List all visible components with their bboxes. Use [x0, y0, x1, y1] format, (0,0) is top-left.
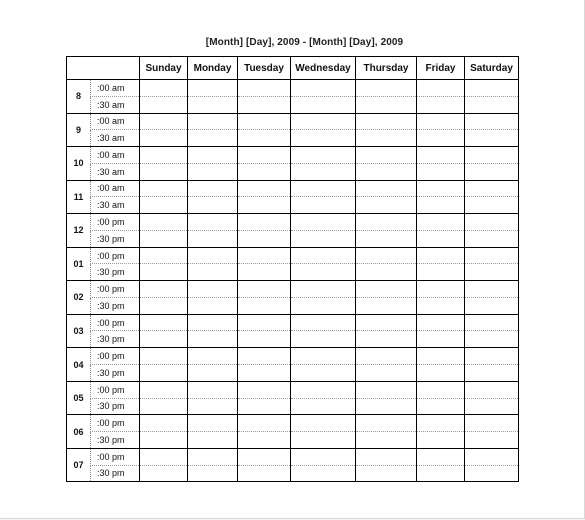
schedule-cell-saturday[interactable]: [465, 448, 519, 465]
minute-label: :30 am: [91, 130, 140, 147]
schedule-cell-tuesday[interactable]: [238, 247, 291, 264]
schedule-cell-tuesday[interactable]: [238, 432, 291, 449]
schedule-cell-wednesday[interactable]: [291, 197, 356, 214]
hour-label: 9: [67, 113, 91, 147]
schedule-cell-sunday[interactable]: [140, 281, 188, 298]
schedule-cell-friday[interactable]: [417, 465, 465, 482]
schedule-cell-saturday[interactable]: [465, 147, 519, 164]
schedule-cell-sunday[interactable]: [140, 398, 188, 415]
schedule-cell-wednesday[interactable]: [291, 80, 356, 97]
schedule-cell-thursday[interactable]: [356, 130, 417, 147]
schedule-cell-thursday[interactable]: [356, 331, 417, 348]
time-slot-row: [67, 432, 519, 449]
day-header-sunday: Sunday: [140, 57, 188, 80]
schedule-cell-thursday[interactable]: [356, 214, 417, 231]
minute-label: :30 pm: [91, 230, 140, 247]
schedule-cell-friday[interactable]: [417, 314, 465, 331]
schedule-cell-sunday[interactable]: [140, 448, 188, 465]
schedule-title: [Month] [Day], 2009 - [Month] [Day], 2009: [205, 37, 404, 48]
time-slot-row: [67, 113, 519, 130]
schedule-cell-saturday[interactable]: [465, 297, 519, 314]
schedule-cell-tuesday[interactable]: [238, 281, 291, 298]
schedule-cell-sunday[interactable]: [140, 314, 188, 331]
header-corner-cell: [67, 57, 140, 80]
schedule-cell-friday[interactable]: [417, 113, 465, 130]
day-header-wednesday: Wednesday: [291, 57, 356, 80]
minute-label: :30 pm: [91, 365, 140, 382]
minute-label: :30 pm: [91, 264, 140, 281]
schedule-cell-wednesday[interactable]: [291, 381, 356, 398]
schedule-cell-wednesday[interactable]: [291, 214, 356, 231]
time-slot-row: [67, 130, 519, 147]
schedule-cell-wednesday[interactable]: [291, 96, 356, 113]
schedule-cell-monday[interactable]: [188, 247, 238, 264]
schedule-cell-wednesday[interactable]: [291, 230, 356, 247]
schedule-cell-sunday[interactable]: [140, 96, 188, 113]
schedule-cell-thursday[interactable]: [356, 381, 417, 398]
schedule-cell-wednesday[interactable]: [291, 130, 356, 147]
schedule-cell-saturday[interactable]: [465, 197, 519, 214]
schedule-cell-friday[interactable]: [417, 130, 465, 147]
schedule-cell-friday[interactable]: [417, 96, 465, 113]
schedule-cell-sunday[interactable]: [140, 113, 188, 130]
schedule-cell-thursday[interactable]: [356, 163, 417, 180]
minute-label: :00 pm: [91, 348, 140, 365]
schedule-cell-friday[interactable]: [417, 281, 465, 298]
time-slot-row: [67, 230, 519, 247]
hour-label: 06: [67, 415, 91, 449]
minute-label: :00 pm: [91, 415, 140, 432]
schedule-cell-friday[interactable]: [417, 230, 465, 247]
schedule-cell-monday[interactable]: [188, 348, 238, 365]
time-slot-row: [67, 214, 519, 231]
schedule-cell-wednesday[interactable]: [291, 314, 356, 331]
time-slot-row: [67, 314, 519, 331]
minute-label: :30 pm: [91, 297, 140, 314]
schedule-cell-wednesday[interactable]: [291, 398, 356, 415]
schedule-cell-monday[interactable]: [188, 197, 238, 214]
schedule-cell-wednesday[interactable]: [291, 147, 356, 164]
schedule-cell-friday[interactable]: [417, 80, 465, 97]
schedule-cell-saturday[interactable]: [465, 264, 519, 281]
schedule-cell-thursday[interactable]: [356, 297, 417, 314]
day-header-saturday: Saturday: [465, 57, 519, 80]
schedule-cell-friday[interactable]: [417, 331, 465, 348]
schedule-cell-friday[interactable]: [417, 147, 465, 164]
schedule-cell-tuesday[interactable]: [238, 264, 291, 281]
schedule-cell-friday[interactable]: [417, 297, 465, 314]
schedule-cell-sunday[interactable]: [140, 230, 188, 247]
schedule-cell-wednesday[interactable]: [291, 281, 356, 298]
minute-label: :00 pm: [91, 281, 140, 298]
schedule-cell-saturday[interactable]: [465, 80, 519, 97]
schedule-cell-friday[interactable]: [417, 180, 465, 197]
schedule-cell-sunday[interactable]: [140, 130, 188, 147]
schedule-cell-monday[interactable]: [188, 180, 238, 197]
schedule-cell-sunday[interactable]: [140, 147, 188, 164]
time-slot-row: [67, 415, 519, 432]
schedule-cell-thursday[interactable]: [356, 197, 417, 214]
schedule-cell-wednesday[interactable]: [291, 180, 356, 197]
schedule-cell-sunday[interactable]: [140, 297, 188, 314]
schedule-cell-tuesday[interactable]: [238, 214, 291, 231]
day-header-row: [67, 57, 519, 80]
schedule-cell-sunday[interactable]: [140, 331, 188, 348]
time-slot-row: [67, 365, 519, 382]
schedule-cell-thursday[interactable]: [356, 465, 417, 482]
schedule-cell-thursday[interactable]: [356, 264, 417, 281]
day-header-thursday: Thursday: [356, 57, 417, 80]
minute-label: :30 am: [91, 197, 140, 214]
schedule-cell-monday[interactable]: [188, 130, 238, 147]
day-header-friday: Friday: [417, 57, 465, 80]
schedule-cell-sunday[interactable]: [140, 264, 188, 281]
schedule-cell-monday[interactable]: [188, 147, 238, 164]
schedule-cell-friday[interactable]: [417, 264, 465, 281]
schedule-cell-thursday[interactable]: [356, 448, 417, 465]
schedule-cell-monday[interactable]: [188, 448, 238, 465]
hour-label: 03: [67, 314, 91, 348]
time-slot-row: [67, 297, 519, 314]
time-slot-row: [67, 163, 519, 180]
schedule-cell-sunday[interactable]: [140, 348, 188, 365]
schedule-cell-tuesday[interactable]: [238, 297, 291, 314]
schedule-cell-sunday[interactable]: [140, 247, 188, 264]
schedule-cell-tuesday[interactable]: [238, 80, 291, 97]
minute-label: :00 pm: [91, 381, 140, 398]
schedule-cell-monday[interactable]: [188, 163, 238, 180]
schedule-cell-thursday[interactable]: [356, 80, 417, 97]
schedule-cell-wednesday[interactable]: [291, 163, 356, 180]
time-slot-row: [67, 281, 519, 298]
time-slot-row: [67, 465, 519, 482]
minute-label: :00 am: [91, 80, 140, 97]
schedule-cell-sunday[interactable]: [140, 80, 188, 97]
schedule-cell-thursday[interactable]: [356, 230, 417, 247]
schedule-cell-tuesday[interactable]: [238, 365, 291, 382]
hour-label: 10: [67, 147, 91, 181]
schedule-cell-friday[interactable]: [417, 398, 465, 415]
schedule-cell-tuesday[interactable]: [238, 448, 291, 465]
minute-label: :30 pm: [91, 398, 140, 415]
schedule-cell-saturday[interactable]: [465, 180, 519, 197]
minute-label: :30 pm: [91, 331, 140, 348]
schedule-cell-wednesday[interactable]: [291, 448, 356, 465]
schedule-cell-friday[interactable]: [417, 365, 465, 382]
minute-label: :00 am: [91, 180, 140, 197]
minute-label: :00 pm: [91, 314, 140, 331]
schedule-cell-thursday[interactable]: [356, 432, 417, 449]
hour-label: 07: [67, 448, 91, 482]
schedule-cell-tuesday[interactable]: [238, 180, 291, 197]
schedule-cell-monday[interactable]: [188, 432, 238, 449]
hour-label: 04: [67, 348, 91, 382]
schedule-cell-thursday[interactable]: [356, 147, 417, 164]
schedule-cell-monday[interactable]: [188, 80, 238, 97]
schedule-cell-tuesday[interactable]: [238, 415, 291, 432]
schedule-cell-thursday[interactable]: [356, 365, 417, 382]
minute-label: :30 pm: [91, 465, 140, 482]
schedule-cell-friday[interactable]: [417, 163, 465, 180]
schedule-cell-sunday[interactable]: [140, 381, 188, 398]
schedule-cell-sunday[interactable]: [140, 163, 188, 180]
time-slot-row: [67, 381, 519, 398]
schedule-cell-monday[interactable]: [188, 230, 238, 247]
schedule-cell-friday[interactable]: [417, 381, 465, 398]
schedule-cell-sunday[interactable]: [140, 214, 188, 231]
schedule-cell-tuesday[interactable]: [238, 230, 291, 247]
schedule-cell-sunday[interactable]: [140, 415, 188, 432]
schedule-cell-monday[interactable]: [188, 214, 238, 231]
schedule-cell-tuesday[interactable]: [238, 348, 291, 365]
schedule-cell-wednesday[interactable]: [291, 297, 356, 314]
schedule-cell-sunday[interactable]: [140, 180, 188, 197]
time-slot-row: [67, 348, 519, 365]
schedule-cell-tuesday[interactable]: [238, 96, 291, 113]
time-slot-row: [67, 448, 519, 465]
schedule-cell-sunday[interactable]: [140, 465, 188, 482]
time-slot-row: [67, 147, 519, 164]
schedule-cell-friday[interactable]: [417, 415, 465, 432]
schedule-cell-thursday[interactable]: [356, 281, 417, 298]
schedule-cell-tuesday[interactable]: [238, 163, 291, 180]
schedule-cell-thursday[interactable]: [356, 247, 417, 264]
schedule-cell-thursday[interactable]: [356, 96, 417, 113]
schedule-cell-thursday[interactable]: [356, 398, 417, 415]
schedule-cell-tuesday[interactable]: [238, 331, 291, 348]
hour-label: 11: [67, 180, 91, 214]
hour-label: 02: [67, 281, 91, 315]
schedule-cell-wednesday[interactable]: [291, 348, 356, 365]
schedule-cell-saturday[interactable]: [465, 398, 519, 415]
time-slot-row: [67, 398, 519, 415]
minute-label: :30 am: [91, 163, 140, 180]
schedule-cell-tuesday[interactable]: [238, 465, 291, 482]
schedule-cell-sunday[interactable]: [140, 197, 188, 214]
schedule-cell-monday[interactable]: [188, 331, 238, 348]
schedule-cell-wednesday[interactable]: [291, 113, 356, 130]
schedule-cell-monday[interactable]: [188, 465, 238, 482]
schedule-cell-friday[interactable]: [417, 432, 465, 449]
time-slot-row: [67, 180, 519, 197]
minute-label: :00 pm: [91, 448, 140, 465]
schedule-cell-saturday[interactable]: [465, 465, 519, 482]
schedule-cell-thursday[interactable]: [356, 348, 417, 365]
schedule-cell-monday[interactable]: [188, 96, 238, 113]
time-slot-row: [67, 96, 519, 113]
schedule-cell-tuesday[interactable]: [238, 398, 291, 415]
minute-label: :30 am: [91, 96, 140, 113]
schedule-cell-wednesday[interactable]: [291, 365, 356, 382]
schedule-cell-monday[interactable]: [188, 365, 238, 382]
schedule-cell-saturday[interactable]: [465, 381, 519, 398]
schedule-cell-saturday[interactable]: [465, 163, 519, 180]
schedule-cell-monday[interactable]: [188, 281, 238, 298]
schedule-cell-friday[interactable]: [417, 247, 465, 264]
day-header-tuesday: Tuesday: [238, 57, 291, 80]
schedule-cell-wednesday[interactable]: [291, 247, 356, 264]
hour-label: 8: [67, 80, 91, 114]
schedule-cell-tuesday[interactable]: [238, 314, 291, 331]
minute-label: :30 pm: [91, 432, 140, 449]
schedule-cell-saturday[interactable]: [465, 230, 519, 247]
schedule-cell-tuesday[interactable]: [238, 147, 291, 164]
time-slot-row: [67, 264, 519, 281]
schedule-cell-friday[interactable]: [417, 214, 465, 231]
schedule-cell-saturday[interactable]: [465, 113, 519, 130]
minute-label: :00 am: [91, 147, 140, 164]
schedule-cell-wednesday[interactable]: [291, 331, 356, 348]
schedule-cell-saturday[interactable]: [465, 130, 519, 147]
schedule-cell-monday[interactable]: [188, 314, 238, 331]
schedule-cell-saturday[interactable]: [465, 314, 519, 331]
schedule-cell-saturday[interactable]: [465, 348, 519, 365]
schedule-cell-saturday[interactable]: [465, 96, 519, 113]
schedule-cell-friday[interactable]: [417, 348, 465, 365]
schedule-cell-tuesday[interactable]: [238, 113, 291, 130]
hour-label: 05: [67, 381, 91, 415]
schedule-cell-monday[interactable]: [188, 297, 238, 314]
schedule-cell-wednesday[interactable]: [291, 264, 356, 281]
schedule-cell-wednesday[interactable]: [291, 465, 356, 482]
schedule-cell-saturday[interactable]: [465, 214, 519, 231]
day-header-monday: Monday: [188, 57, 238, 80]
schedule-cell-sunday[interactable]: [140, 432, 188, 449]
schedule-cell-thursday[interactable]: [356, 415, 417, 432]
schedule-cell-friday[interactable]: [417, 448, 465, 465]
schedule-cell-thursday[interactable]: [356, 180, 417, 197]
hour-label: 01: [67, 247, 91, 281]
schedule-cell-monday[interactable]: [188, 113, 238, 130]
time-slot-row: [67, 80, 519, 97]
schedule-cell-monday[interactable]: [188, 398, 238, 415]
schedule-cell-thursday[interactable]: [356, 314, 417, 331]
time-slot-row: [67, 247, 519, 264]
schedule-cell-monday[interactable]: [188, 381, 238, 398]
minute-label: :00 pm: [91, 247, 140, 264]
schedule-cell-monday[interactable]: [188, 264, 238, 281]
time-slot-row: [67, 331, 519, 348]
schedule-cell-tuesday[interactable]: [238, 381, 291, 398]
hour-label: 12: [67, 214, 91, 248]
weekly-schedule-table: [66, 56, 519, 482]
schedule-cell-saturday[interactable]: [465, 365, 519, 382]
schedule-cell-tuesday[interactable]: [238, 130, 291, 147]
schedule-cell-wednesday[interactable]: [291, 415, 356, 432]
schedule-cell-saturday[interactable]: [465, 247, 519, 264]
minute-label: :00 pm: [91, 214, 140, 231]
schedule-cell-wednesday[interactable]: [291, 432, 356, 449]
schedule-cell-saturday[interactable]: [465, 331, 519, 348]
schedule-cell-saturday[interactable]: [465, 415, 519, 432]
schedule-cell-thursday[interactable]: [356, 113, 417, 130]
time-slot-row: [67, 197, 519, 214]
schedule-cell-saturday[interactable]: [465, 432, 519, 449]
minute-label: :00 am: [91, 113, 140, 130]
schedule-body: [67, 80, 519, 482]
schedule-cell-sunday[interactable]: [140, 365, 188, 382]
schedule-cell-friday[interactable]: [417, 197, 465, 214]
schedule-cell-tuesday[interactable]: [238, 197, 291, 214]
schedule-cell-monday[interactable]: [188, 415, 238, 432]
schedule-cell-saturday[interactable]: [465, 281, 519, 298]
